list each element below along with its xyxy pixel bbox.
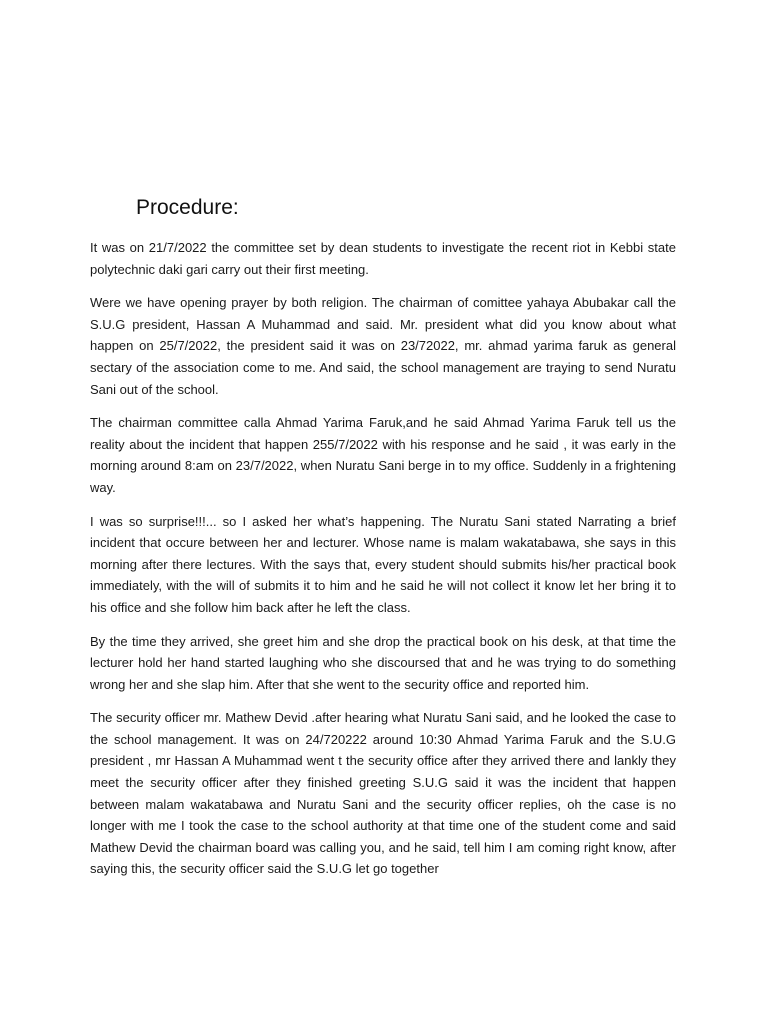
paragraph-security-officer: The security officer mr. Mathew Devid .after hearing what Nuratu Sani said, and he looked the case to the school management. It was on 24/720222 around 10:30 Ahmad Yarima Faruk and the S.U.G president , mr Hassan A Muhammad went t the security office after they arrived there and lankly they meet the security officer after they finished greeting S.U.G said it was the incident that happen between malam wakatabawa and Nuratu Sani and the security officer replies, oh the case is no longer with me I took the case to the school authority at that time one of the student come and said Mathew Devid the chairman board was calling you, and he said, tell him I am coming right know, after saying this, the security officer said the S.U.G let go together: [90, 710, 676, 877]
paragraph-meeting-date: It was on 21/7/2022 the committee set by dean students to investigate the recent riot in Kebbi state polytechnic daki gari carry out their first meeting.: [90, 240, 676, 277]
paragraph-chairman-questions: The chairman committee calla Ahmad Yarima Faruk,and he said Ahmad Yarima Faruk tell us the reality about the incident that happen 255/7/2022 with his response and he said , it was early in the morning around 8:am on 23/7/2022, when Nuratu Sani berge in to my office. Suddenly in a frightening way.: [90, 415, 676, 495]
paragraph-narration: I was so surprise!!!... so I asked her what’s happening. The Nuratu Sani stated Narrating a brief incident that occure between her and lecturer. Whose name is malam wakatabawa, she says in this morning after there lectures. With the says that, every student should submits his/her practical book immediately, with the will of submits it to him and he said he will not collect it know let her bring it to his office and she follow him back after he left the class.: [90, 513, 676, 615]
section-heading: Procedure:: [136, 196, 239, 219]
paragraph-opening-prayer: Were we have opening prayer by both religion. The chairman of comittee yahaya Abubakar call the S.U.G president, Hassan A Muhammad and said. Mr. president what did you know about what happen on 25/7/2022, the president said it was on 23/72022, mr. ahmad yarima faruk as general sectary of the association come to me. And said, the school management are traying to send Nuratu Sani out of the school.: [90, 295, 676, 397]
paragraph-office-incident: By the time they arrived, she greet him and she drop the practical book on his desk, at that time the lecturer hold her hand started laughing who she discoursed that and he was trying to do something wrong her and she slap him. After that she went to the security office and reported him.: [90, 633, 676, 692]
document-body: [90, 237, 676, 892]
